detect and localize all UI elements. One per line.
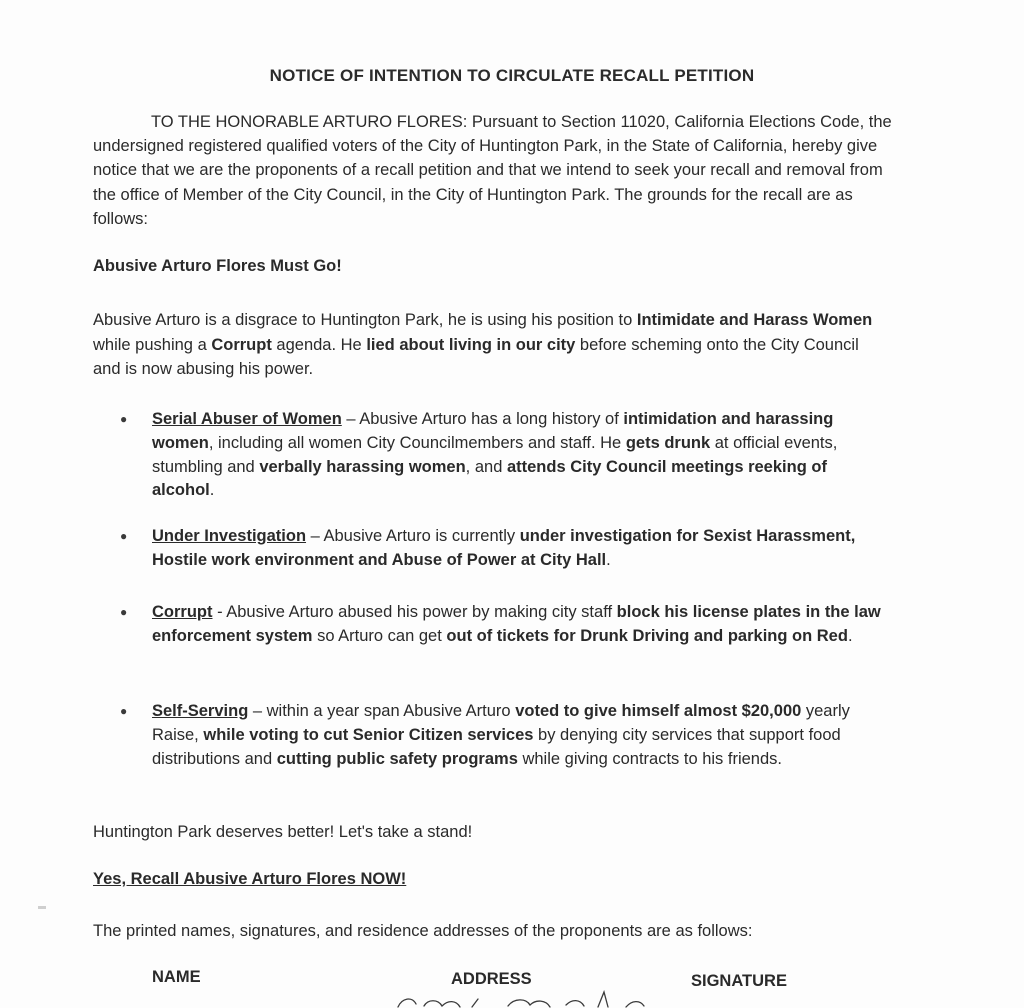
bullet-text — [152, 408, 890, 503]
grounds-bold-text: Intimidate and Harass Women — [636, 311, 873, 329]
column-header-address: ADDRESS — [451, 970, 532, 988]
scan-mark — [38, 906, 46, 909]
bullet-body: – Abusive Arturo has a long history of — [341, 410, 624, 428]
bullet-item-self-serving — [120, 700, 890, 771]
bullet-bold: block his license plates in the law enforcement system — [152, 603, 881, 645]
grounds-bold-text: Corrupt — [211, 335, 272, 354]
bullet-body: , and — [465, 457, 507, 476]
document-title: NOTICE OF INTENTION TO CIRCULATE RECALL PETITION — [269, 66, 755, 85]
bullet-body: . — [606, 550, 611, 569]
bullet-item-corrupt — [120, 601, 890, 649]
bullet-bold: cutting public safety programs — [276, 749, 518, 768]
bullet-label: Serial Abuser of Women — [152, 410, 342, 428]
bullet-body: by denying city services that support food distributions and — [152, 725, 841, 768]
heading-recall-now: Yes, Recall Abusive Arturo Flores NOW! — [93, 870, 407, 888]
bullet-text — [152, 601, 890, 649]
bullet-item-under-investigation — [120, 525, 890, 573]
grounds-text: Abusive Arturo is a disgrace to Huntington Park, he is using his position to — [93, 311, 637, 329]
bullet-bold: under investigation for Sexist Harassment, Hostile work environment and Abuse of Power at City Hall — [152, 527, 856, 569]
bullet-body: - Abusive Arturo abused his power by making city staff — [212, 603, 617, 621]
bullet-text — [152, 525, 890, 573]
handwriting-scribble — [390, 990, 670, 1008]
grounds-text: before scheming onto the City Council and is now abusing his power. — [93, 335, 859, 378]
bullet-icon: ● — [120, 529, 128, 543]
bullet-bold: attends City Council meetings reeking of alcohol — [152, 457, 827, 500]
grounds-text: while pushing a — [93, 335, 212, 354]
bullet-icon: ● — [120, 704, 128, 718]
intro-paragraph — [93, 110, 893, 231]
proponents-paragraph: The printed names, signatures, and residence addresses of the proponents are as follows: — [93, 922, 753, 940]
bullet-body: , including all women City Councilmembers and staff. He — [208, 433, 626, 452]
grounds-bold-text: lied about living in our city — [366, 335, 576, 354]
bullet-body: . — [847, 626, 853, 645]
heading-must-go: Abusive Arturo Flores Must Go! — [93, 257, 342, 275]
bullet-label: Under Investigation — [152, 527, 307, 545]
bullet-label: Corrupt — [152, 603, 213, 621]
bullet-bold: gets drunk — [625, 433, 711, 452]
bullet-body: – Abusive Arturo is currently — [306, 527, 520, 545]
bullet-bold: while voting to cut Senior Citizen services — [203, 725, 534, 744]
bullet-body: so Arturo can get — [312, 626, 447, 645]
bullet-bold: voted to give himself almost $20,000 — [515, 702, 802, 720]
bullet-body: while giving contracts to his friends. — [517, 749, 782, 768]
bullet-body: . — [209, 481, 215, 500]
bullet-body: – within a year span Abusive Arturo — [248, 702, 516, 720]
bullet-item-serial-abuser — [120, 408, 890, 503]
column-header-signature: SIGNATURE — [691, 972, 787, 990]
grounds-text: agenda. He — [271, 335, 367, 354]
bullet-icon: ● — [120, 605, 128, 619]
bullet-body: yearly Raise, — [152, 702, 850, 744]
bullet-bold: out of tickets for Drunk Driving and parking on Red — [446, 626, 848, 645]
bullet-text — [152, 700, 890, 771]
grounds-paragraph — [93, 308, 873, 382]
bullet-label: Self-Serving — [152, 702, 249, 720]
column-header-name: NAME — [152, 968, 201, 986]
bullet-icon: ● — [120, 412, 128, 426]
bullet-bold: verbally harassing women — [259, 457, 466, 476]
closing-paragraph: Huntington Park deserves better! Let's take a stand! — [93, 823, 473, 841]
bullet-body: at official events, stumbling and — [152, 433, 838, 476]
intro-text: TO THE HONORABLE ARTURO FLORES: Pursuant to Section 11020, California Elections Code, the undersigned registered qualified voters of the City of Huntington Park, in the State of California, hereby give notice that we are the proponents of a recall petition and that we intend to seek your recall and removal from the office of Member of the City Council, in the City of Huntington Park. The grounds for the recall are as follows: — [93, 113, 892, 228]
bullet-bold: intimidation and harassing women — [152, 410, 834, 452]
